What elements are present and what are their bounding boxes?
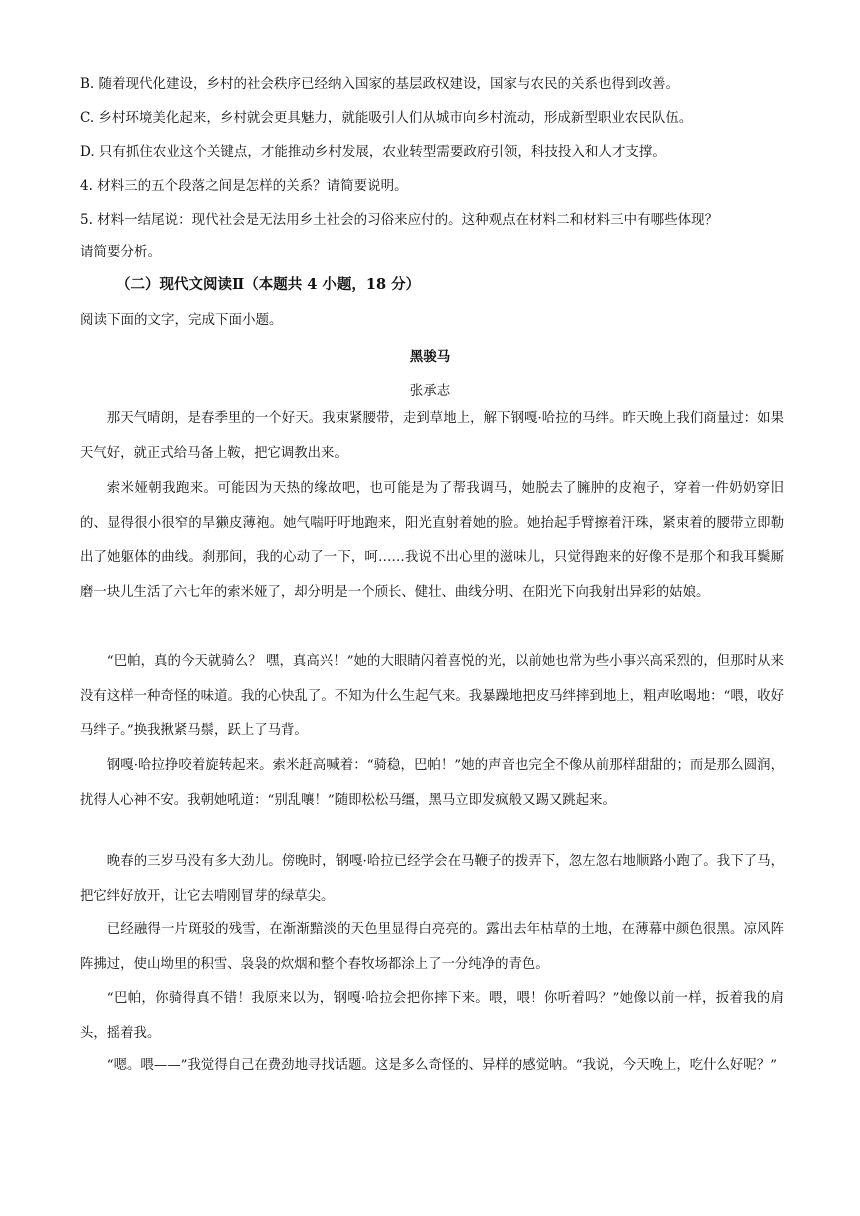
story-paragraph: 索米娅朝我跑来。可能因为天热的缘故吧，也可能是为了帮我调马，她脱去了臃肿的皮袍子，穿着一件奶奶穿旧的、显得很小很窄的旱獭皮薄袍。她气喘吁吁地跑来，阳光直射着她的脸。她抬起手臂擦着汗珠，紧束着的腰带立即勒出了她躯体的曲线。刹那间，我的心动了一下，呵……我说不出心里的滋味儿，只觉得跑来的好像不是那个和我耳鬓厮磨一块儿生活了六七年的索米娅了，却分明是一个颀长、健壮、曲线分明、在阳光下向我射出异彩的姑娘。	[80, 481, 784, 600]
option-c: C. 乡村环境美化起来，乡村就会更具魅力，就能吸引人们从城市向乡村流动，形成新型职业农民队伍。	[80, 110, 693, 126]
question-5-line-2: 请简要分析。	[80, 244, 161, 260]
question-4: 4. 材料三的五个段落之间是怎样的关系？请简要说明。	[80, 178, 408, 194]
story-paragraph: 已经融得一片斑驳的残雪，在渐渐黯淡的天色里显得白亮亮的。露出去年枯草的土地，在薄幕中颜色很黑。凉风阵阵拂过，使山坳里的积雪、袅袅的炊烟和整个春牧场都涂上了一分纯净的青色。	[80, 922, 784, 972]
story-paragraph: 晚春的三岁马没有多大劲儿。傍晚时，钢嘎·哈拉已经学会在马鞭子的拨弄下，忽左忽右地顺路小跑了。我下了马，把它绊好放开，让它去啃刚冒芽的绿草尖。	[80, 854, 784, 904]
story-paragraph: 钢嘎·哈拉挣咬着旋转起来。索米赶高喊着：“骑稳，巴帕！”她的声音也完全不像从前那样甜甜的；而是那么圆润，扰得人心神不安。我朝她吼道：“别乱嚷！”随即松松马缰，黑马立即发疯般又踢又跳起来。	[80, 758, 784, 808]
section-instruction: 阅读下面的文字，完成下面小题。	[80, 312, 283, 328]
section-heading: （二）现代文阅读Ⅱ（本题共 4 小题，18 分）	[116, 276, 421, 293]
story-title: 黑骏马	[409, 349, 451, 365]
option-b: B. 随着现代化建设，乡村的社会秩序已经纳入国家的基层政权建设，国家与农民的关系也得到改善。	[80, 76, 680, 92]
story-paragraph: “巴帕，你骑得真不错！我原来以为，钢嘎·哈拉会把你摔下来。喂，喂！你听着吗？”她像以前一样，扳着我的肩头，摇着我。	[80, 991, 784, 1041]
story-paragraph: “嗯。喂——”我觉得自己在费劲地寻找话题。这是多么奇怪的、异样的感觉呐。“我说，今天晚上，吃什么好呢？”	[106, 1058, 777, 1073]
question-5-line-1: 5. 材料一结尾说：现代社会是无法用乡土社会的习俗来应付的。这种观点在材料二和材料三中有哪些体现？	[80, 212, 719, 228]
story-paragraph: 那天气晴朗，是春季里的一个好天。我束紧腰带，走到草地上，解下钢嘎·哈拉的马绊。昨天晚上我们商量过：如果天气好，就正式给马备上鞍，把它调教出来。	[80, 411, 784, 461]
story-paragraph: “巴帕，真的今天就骑么？ 嘿，真高兴！”她的大眼睛闪着喜悦的光，以前她也常为些小事兴高采烈的，但那时从来没有这样一种奇怪的味道。我的心快乱了。不知为什么生起气来。我暴躁地把皮马绊摔到地上，粗声吆喝地：“喂，收好马绊子。”换我揪紧马鬃，跃上了马背。	[80, 654, 784, 739]
story-author: 张承志	[409, 383, 451, 399]
option-d: D. 只有抓住农业这个关键点，才能推动乡村发展，农业转型需要政府引领，科技投入和人才支撑。	[80, 144, 666, 160]
